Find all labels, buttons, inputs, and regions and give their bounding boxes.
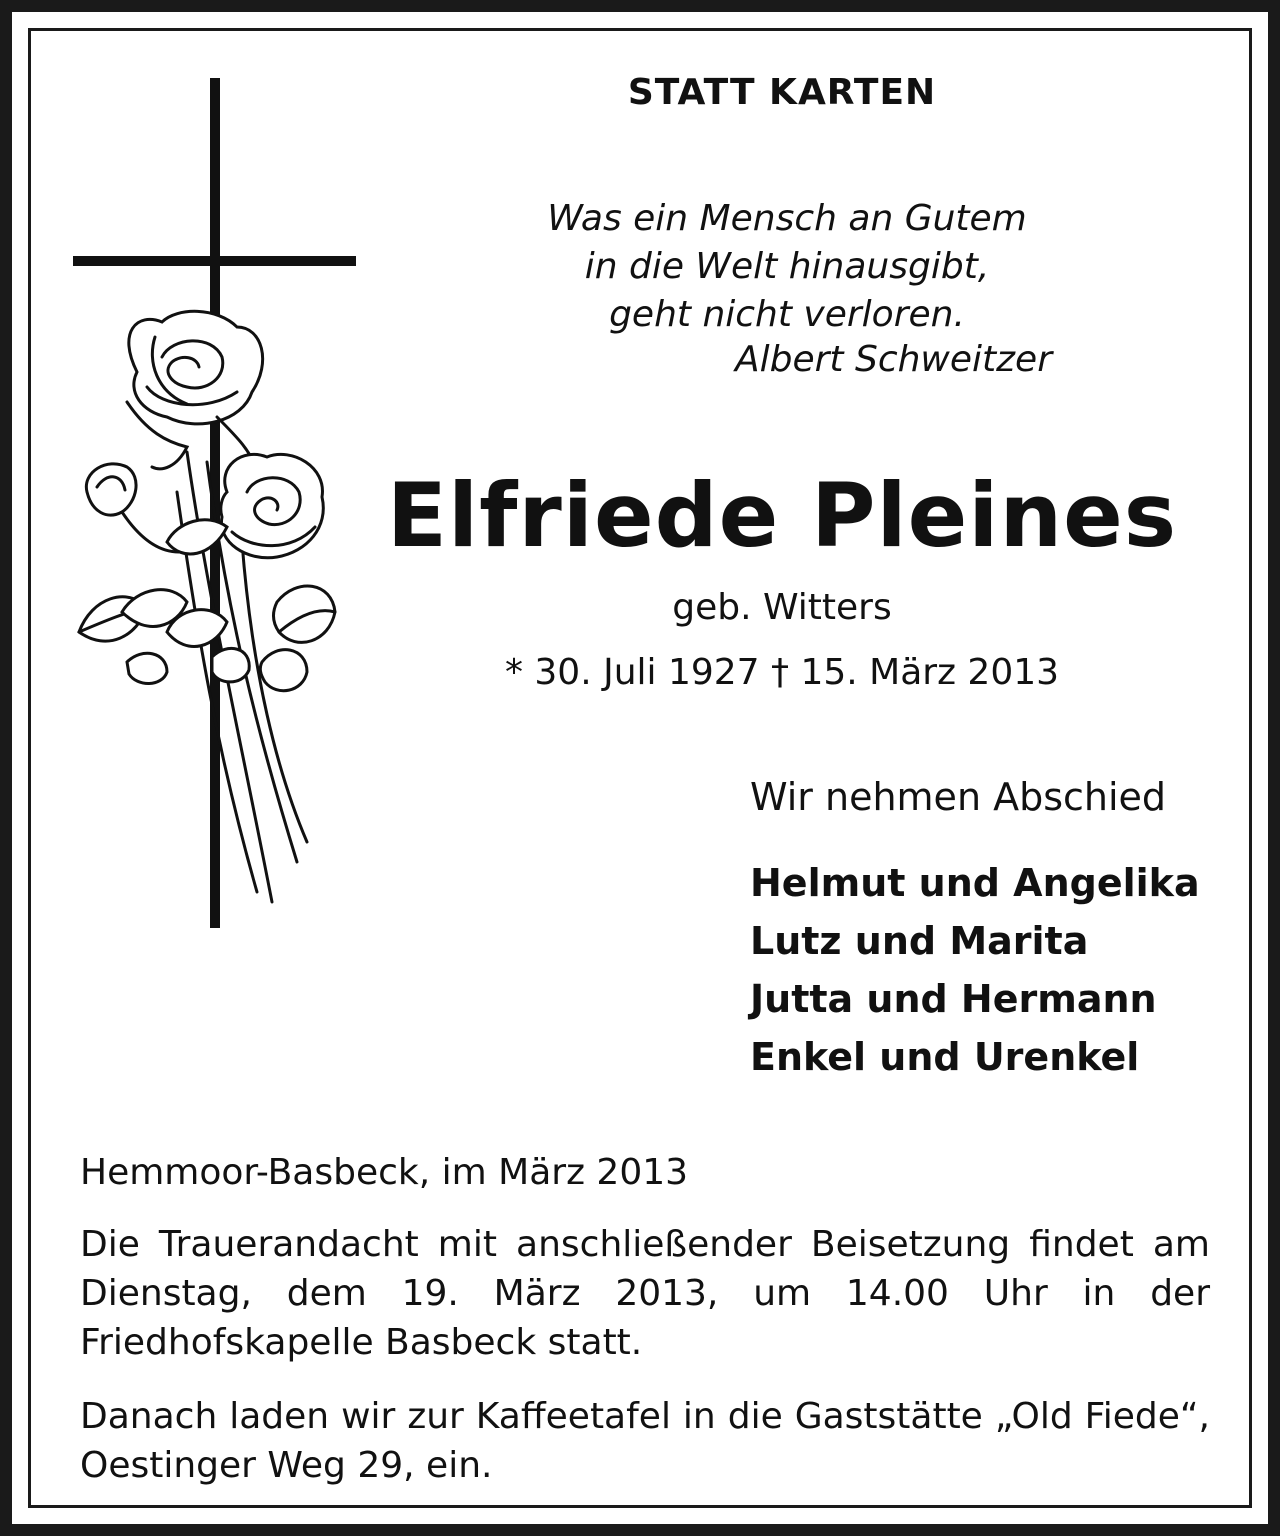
mourners-list — [750, 854, 1200, 1086]
funeral-service-paragraph: Die Trauerandacht mit anschließender Beisetzung findet am Dienstag, dem 19. März 2013, um 14.00 Uhr in der Friedhofskapelle Basbeck statt. — [80, 1224, 1210, 1363]
quote-line: in die Welt hinausgibt, — [584, 246, 990, 287]
quote-line: geht nicht verloren. — [609, 294, 965, 335]
place-and-date: Hemmoor-Basbeck, im März 2013 — [80, 1152, 689, 1193]
memorial-quote — [492, 195, 1082, 339]
list-item: Helmut und Angelika — [750, 861, 1200, 905]
farewell-line: Wir nehmen Abschied — [750, 775, 1167, 819]
life-dates: * 30. Juli 1927 † 15. März 2013 — [504, 652, 1060, 693]
deceased-name: Elfriede Pleines — [386, 464, 1178, 567]
cross-with-roses-illustration — [67, 72, 367, 942]
list-item: Lutz und Marita — [750, 919, 1089, 963]
birth-name: geb. Witters — [672, 587, 892, 628]
list-item: Enkel und Urenkel — [750, 1035, 1140, 1079]
rose-bouquet-icon — [79, 311, 335, 902]
quote-line: Was ein Mensch an Gutem — [547, 198, 1027, 239]
list-item: Jutta und Hermann — [750, 977, 1157, 1021]
quote-author: Albert Schweitzer — [734, 339, 1052, 380]
statt-karten-header: STATT KARTEN — [627, 72, 937, 113]
reception-paragraph: Danach laden wir zur Kaffeetafel in die Gaststätte „Old Fiede“, Oestinger Weg 29, ein. — [80, 1396, 1210, 1486]
